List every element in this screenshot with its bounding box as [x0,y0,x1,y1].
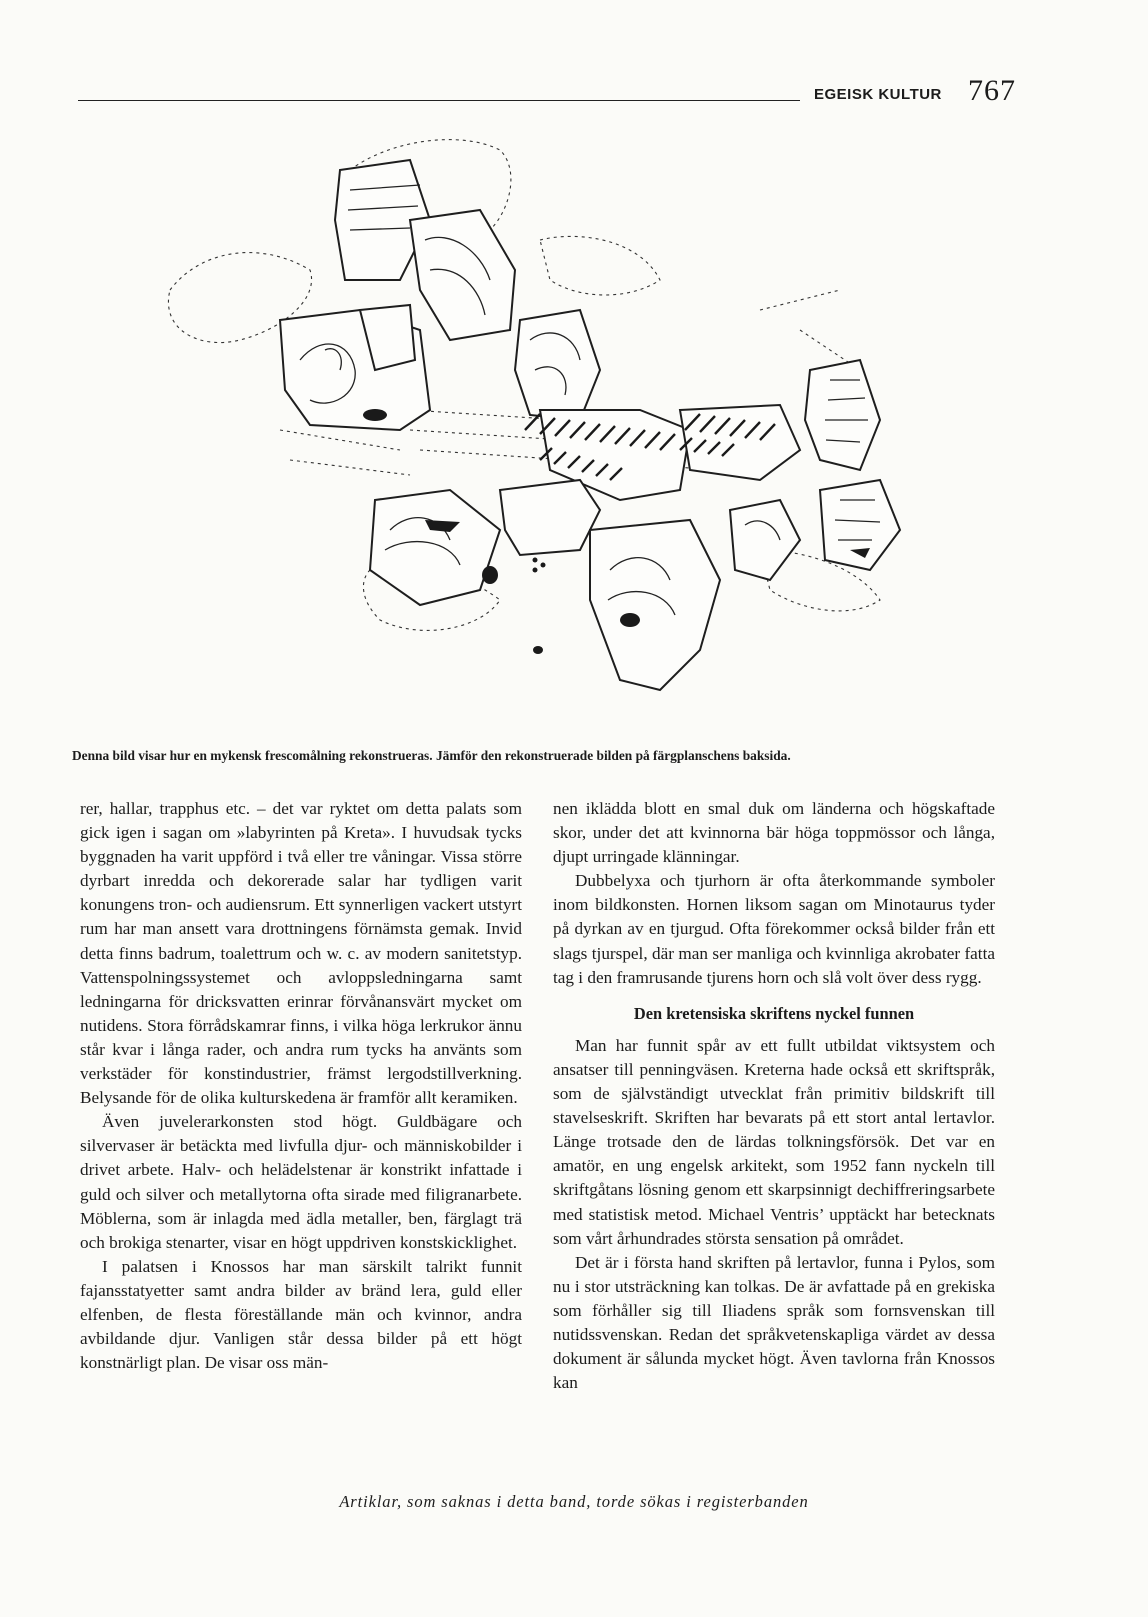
left-paragraph-3: I palatsen i Knossos har man särskilt talrikt funnit fajansstatyetter samt andra bilder av bränd lera, guld eller elfenben, de flesta föreställande män och kvinnor, andra avbildande djur. Vanligen står dessa bilder på ett högt konstnärligt plan. De visar oss män- [80,1256,522,1373]
right-paragraph-4: Det är i första hand skriften på lertavlor, funna i Pylos, som nu i stor utsträckning kan tolkas. De är avfattade på en grekiska som förhåller sig till Iliadens språk som fornsvenskan till nutidssvenskan. Redan det språkvetenskapliga värdet av dessa dokument är sålunda mycket högt. Även tavlorna från Knossos kan [553,1252,995,1393]
left-paragraph-2: Även juvelerarkonsten stod högt. Guldbägare och silvervaser är betäckta med livfulla djur- och människobilder i drivet arbete. Halv- och helädelstenar är konstrikt infattade i guld och silver och metallytorna ofta sirade med filigranarbete. Möblerna, som är inlagda med ädla metaller, ben, färglagt trä och brokiga stenarter, visar en högt uppdriven konstskicklighet. [80,1112,522,1252]
right-column [553,797,995,1395]
page-footer-note: Artiklar, som saknas i detta band, torde sökas i registerbanden [339,1492,809,1511]
section-subheading: Den kretensiska skriftens nyckel funnen [633,1003,915,1023]
right-paragraph-3: Man har funnit spår av ett fullt utbildat viktsystem och ansatser till penningväsen. Kreterna hade också ett skriftspråk, som de självständigt utvecklat från primitiv bildskrift till stavelseskrift. Skriften har bevarats på ett stort antal lertavlor. Länge trotsade den de lärdas tolkningsförsök. Det var en amatör, en ung engelsk arkitekt, som 1952 fann nyckeln till skriftgåtans lösning genom ett skarpsinnigt dechiffreringsarbete med statistisk metod. Michael Ventris’ upptäckt har betecknats som vårt århundrades största sensation på området. [553,1035,995,1248]
left-paragraph-1: rer, hallar, trapphus etc. – det var ryktet om detta palats som gick igen i sagan om »labyrinten på Kreta». I huvudsak tycks byggnaden ha varit uppförd i två eller tre våningar. Vissa större dyrbart inredda och dekorerade salar har tydligen varit konungens tron- och audiensrum. Ett synnerligen vackert utstyrt rum har man ansett vara drottningens förnämsta gemak. Invid detta finns badrum, toalettrum och w. c. av modern sanitetstyp. Vattenspolningssystemet och avloppsledningarna samt ledningarna för dricksvatten erinrar förvånansvärt mycket om nutidens. Stora förrådskamrar finns, i vilka höga lerkrukor ännu står kvar i långa rader, och andra rum tycks ha använts som verkstäder för konstindustrier, främst lergodstillverkning. Belysande för de olika kulturskedena är framför allt keramiken. [80,799,522,1108]
figure-caption: Denna bild visar hur en mykensk frescomålning rekonstrueras. Jämför den rekonstruerade bilden på färgplanschens baksida. [72,748,791,763]
left-column [80,797,522,1375]
page-number: 767 [968,74,1016,107]
right-paragraph-1: nen iklädda blott en smal duk om länderna och högskaftade skor, under det att kvinnorna bär höga toppmössor och långa, djupt urringade klänningar. [553,799,995,867]
right-paragraph-2: Dubbelyxa och tjurhorn är ofta återkommande symboler inom bildkonsten. Hornen liksom sagan om Minotaurus tyder på dyrkan av en tjurgud. Ofta förekommer också bilder från ett slags tjurspel, där man ser manliga och kvinnliga akrobater fatta tag i den framrusande tjurens horn och slå volt över dess rygg. [553,871,995,987]
header-rule [78,100,800,101]
running-header-title: EGEISK KULTUR [814,86,942,103]
fresco-reconstruction-drawing [160,130,960,720]
